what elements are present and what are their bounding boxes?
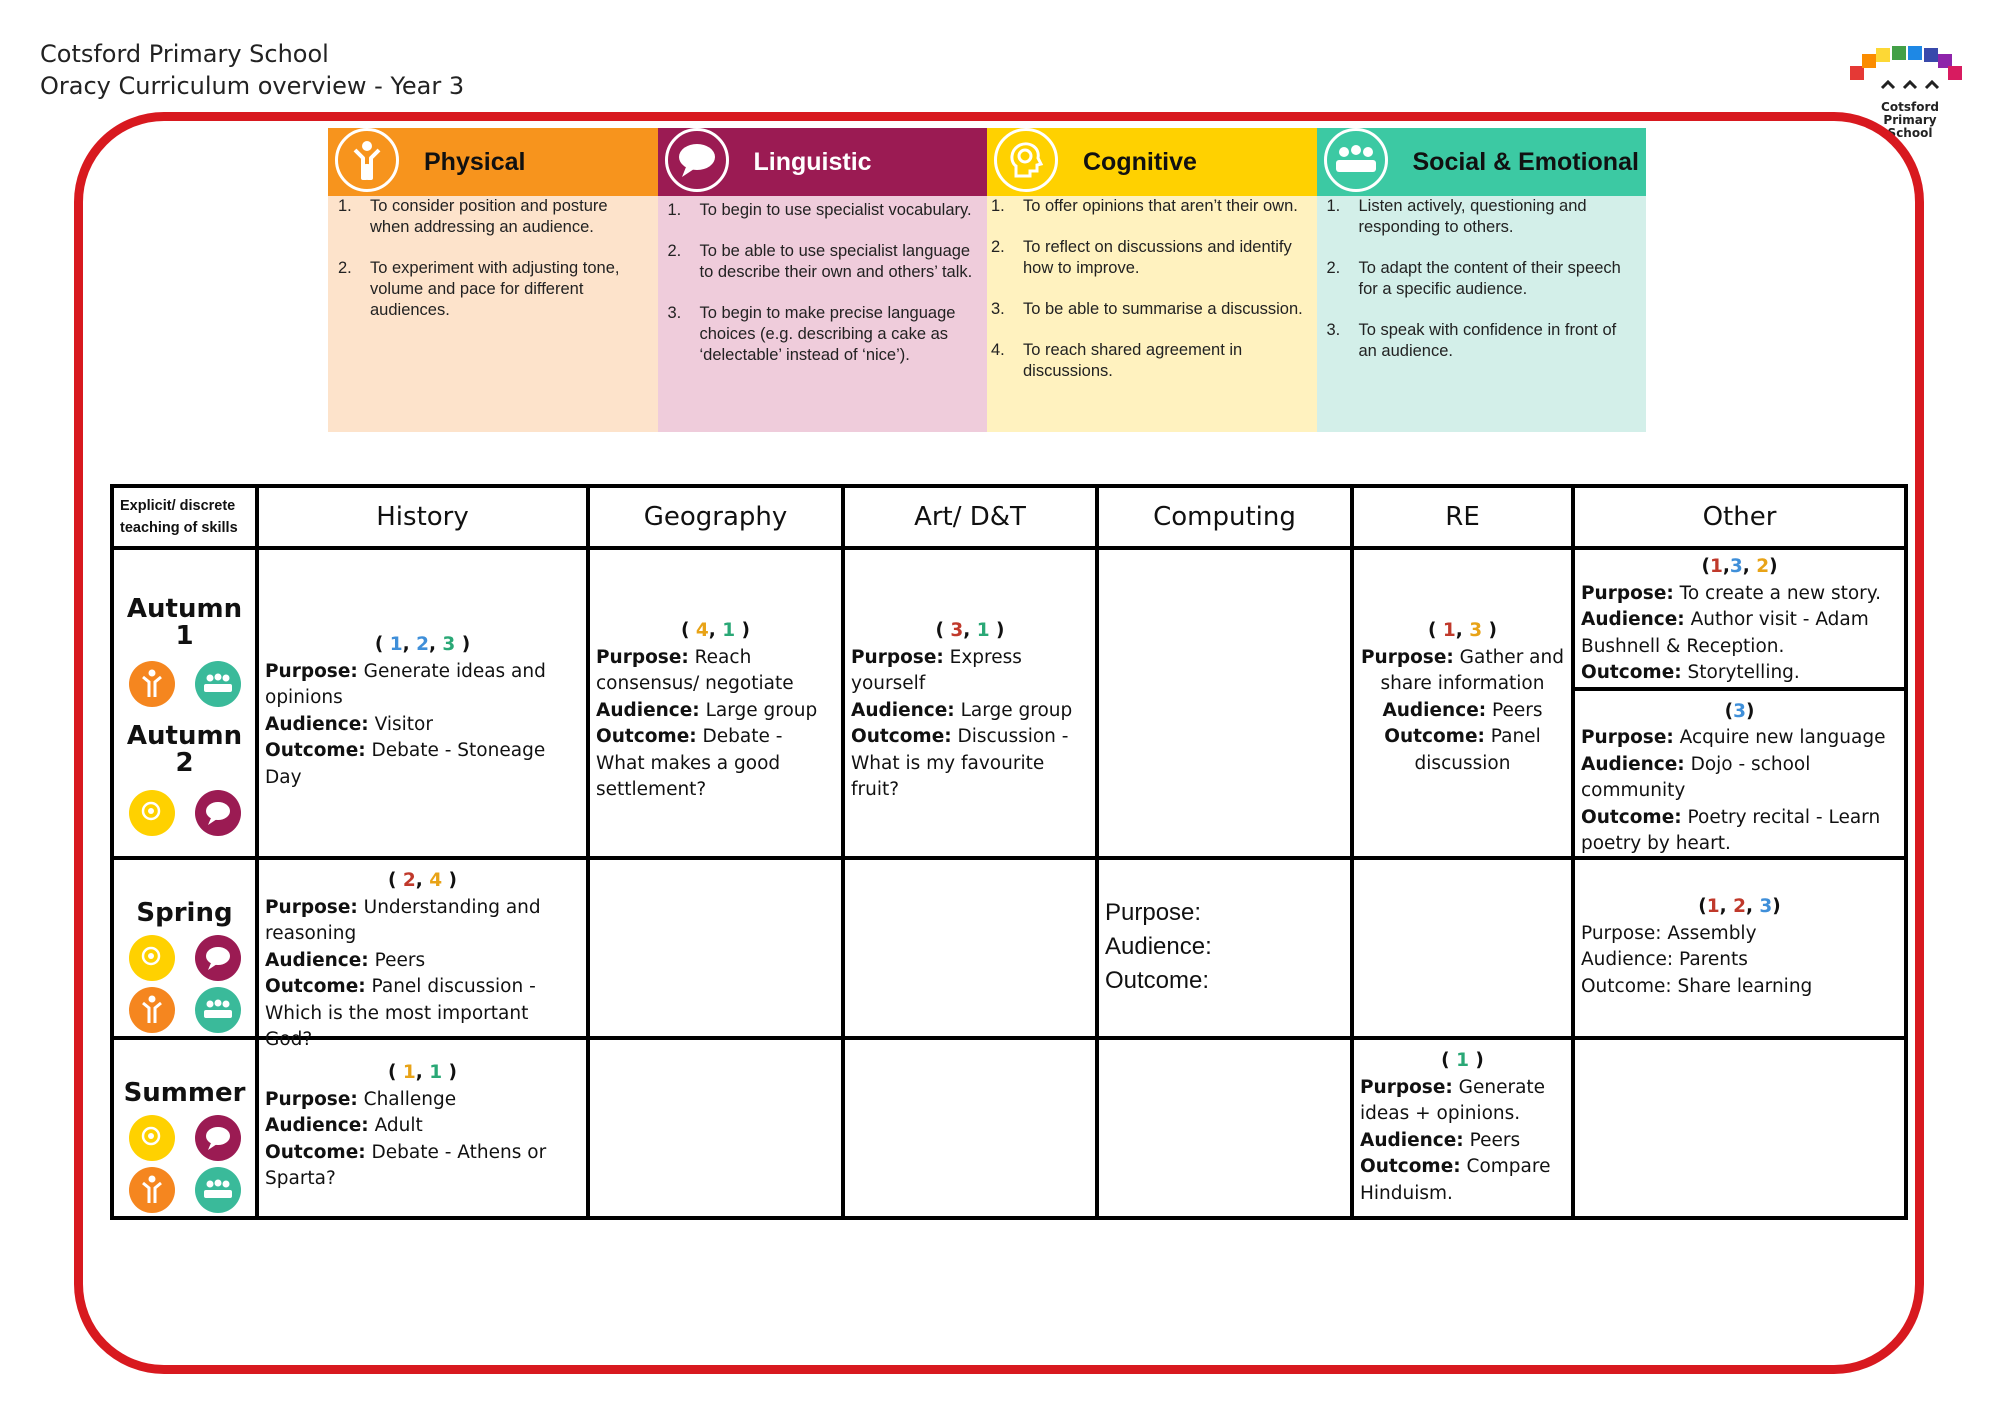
strand-list	[1317, 196, 1647, 362]
spring-art-cell	[845, 860, 1099, 1040]
skill-refs: ( 2, 4 )	[387, 870, 458, 891]
spring-history-cell: ( 2, 4 ) Purpose: Understanding and reasoning Audience: Peers Outcome: Panel discussion - Which is the most important God?	[259, 860, 590, 1040]
group-icon	[195, 1167, 241, 1213]
logo-text: Cotsford Primary School	[1881, 100, 1939, 140]
strand-social-header	[1317, 128, 1647, 196]
strand-item: 1. To offer opinions that aren’t their own.	[991, 197, 1298, 215]
spring-geography-cell	[590, 860, 845, 1040]
summer-other-cell	[1575, 1040, 1904, 1216]
physical-icon	[129, 1167, 175, 1213]
term-spring	[114, 860, 259, 1040]
spring-re-cell	[1354, 860, 1575, 1040]
group-icon	[195, 987, 241, 1033]
term-label: Autumn 1	[126, 594, 243, 651]
column-header-re: RE	[1354, 488, 1575, 550]
curriculum-table	[110, 484, 1908, 1220]
summer-history-cell: ( 1, 1 ) Purpose: Challenge Audience: Adult Outcome: Debate - Athens or Sparta?	[259, 1040, 590, 1216]
strand-title: Linguistic	[753, 148, 872, 176]
strand-item: 1. To consider position and posture when addressing an audience.	[338, 197, 608, 236]
head-cog-icon	[129, 1115, 175, 1161]
strand-list	[328, 196, 658, 321]
speech-bubble-icon	[195, 1115, 241, 1161]
strand-physical-header	[328, 128, 658, 196]
skill-refs: ( 1 )	[1441, 1050, 1484, 1071]
physical-icon	[129, 661, 175, 707]
strand-item: 3. To be able to summarise a discussion.	[991, 300, 1303, 318]
strand-item: 3. To begin to make precise language choices (e.g. describing a cake as ‘delectable’ instead of ‘nice’).	[667, 304, 956, 364]
oracy-strands	[328, 128, 1646, 432]
document-header	[40, 38, 464, 102]
physical-icon	[335, 128, 399, 192]
term-autumn	[114, 550, 259, 860]
summer-re-cell: ( 1 ) Purpose: Generate ideas + opinions. Audience: Peers Outcome: Compare Hinduism.	[1354, 1040, 1575, 1216]
group-icon	[195, 661, 241, 707]
strand-item: 1. To begin to use specialist vocabulary.	[667, 201, 972, 219]
strand-list	[987, 196, 1317, 382]
spring-other-cell: (1, 2, 3) Purpose: Assembly Audience: Parents Outcome: Share learning	[1575, 860, 1904, 1040]
autumn-computing-cell	[1099, 550, 1354, 860]
skill-refs: ( 4, 1 )	[680, 620, 751, 641]
column-header-other: Other	[1575, 488, 1904, 550]
skill-refs: ( 1, 2, 3 )	[374, 634, 471, 655]
corner-header: Explicit/ discrete teaching of skills	[114, 488, 259, 550]
term-label: Summer	[123, 1078, 246, 1108]
document-title: Oracy Curriculum overview - Year 3	[40, 72, 465, 100]
speech-bubble-icon	[195, 790, 241, 836]
skill-refs: (1,3, 2)	[1701, 556, 1778, 577]
strand-title: Social & Emotional	[1412, 148, 1639, 176]
strand-list	[658, 196, 988, 366]
skill-refs: (1, 2, 3)	[1698, 896, 1781, 917]
strand-item: 3. To speak with confidence in front of an audience.	[1326, 321, 1617, 360]
skill-refs: ( 1, 1 )	[387, 1062, 458, 1083]
autumn-re-cell: ( 1, 3 ) Purpose: Gather and share information Audience: Peers Outcome: Panel discussion	[1354, 550, 1575, 860]
term-summer	[114, 1040, 259, 1216]
strand-item: 1. Listen actively, questioning and responding to others.	[1326, 197, 1587, 236]
summer-computing-cell	[1099, 1040, 1354, 1216]
column-header-art: Art/ D&T	[845, 488, 1099, 550]
term-label: Spring	[136, 898, 233, 928]
strand-linguistic	[658, 128, 988, 432]
head-cog-icon	[129, 790, 175, 836]
speech-bubble-icon	[195, 935, 241, 981]
physical-icon	[129, 987, 175, 1033]
column-header-geography: Geography	[590, 488, 845, 550]
column-header-history: History	[259, 488, 590, 550]
strand-item: 2. To reflect on discussions and identify how to improve.	[991, 238, 1292, 277]
strand-linguistic-header	[658, 128, 988, 196]
skill-refs: (3)	[1724, 700, 1755, 722]
column-header-computing: Computing	[1099, 488, 1354, 550]
strand-title: Physical	[424, 148, 526, 176]
strand-social-emotional	[1317, 128, 1647, 432]
skill-refs: ( 1, 3 )	[1427, 620, 1498, 641]
school-name: Cotsford Primary School	[40, 40, 329, 68]
skill-refs: ( 3, 1 )	[935, 620, 1005, 641]
strand-title: Cognitive	[1083, 148, 1197, 176]
head-cog-icon	[129, 935, 175, 981]
autumn-art-cell: ( 3, 1 ) Purpose: Express yourself Audience: Large group Outcome: Discussion - What is my favourite fruit?	[845, 550, 1099, 860]
group-icon	[1324, 128, 1388, 192]
autumn-geography-cell: ( 4, 1 ) Purpose: Reach consensus/ negotiate Audience: Large group Outcome: Debate - What makes a good settlement?	[590, 550, 845, 860]
term-label: Autumn 2	[126, 721, 243, 778]
strand-item: 2. To experiment with adjusting tone, volume and pace for different audiences.	[338, 259, 620, 319]
strand-item: 2. To adapt the content of their speech for a specific audience.	[1326, 259, 1621, 298]
strand-physical	[328, 128, 658, 432]
strand-item: 2. To be able to use specialist language to describe their own and others’ talk.	[667, 242, 973, 281]
strand-cognitive	[987, 128, 1317, 432]
head-cog-icon	[994, 128, 1058, 192]
autumn-history-cell: ( 1, 2, 3 ) Purpose: Generate ideas and opinions Audience: Visitor Outcome: Debate - Stoneage Day	[259, 550, 590, 860]
summer-art-cell	[845, 1040, 1099, 1216]
speech-bubble-icon	[665, 128, 729, 192]
autumn-other-cell: (1,3, 2) Purpose: To create a new story. Audience: Author visit - Adam Bushnell & Reception. Outcome: Storytelling. (3) Purpose: Acquire new language Audience: Dojo - school community Outcome: Poetry recital - Learn poetry by heart.	[1575, 550, 1904, 860]
strand-cognitive-header	[987, 128, 1317, 196]
spring-computing-cell: Purpose: Audience: Outcome:	[1099, 860, 1354, 1040]
strand-item: 4. To reach shared agreement in discussions.	[991, 341, 1243, 380]
summer-geography-cell	[590, 1040, 845, 1216]
